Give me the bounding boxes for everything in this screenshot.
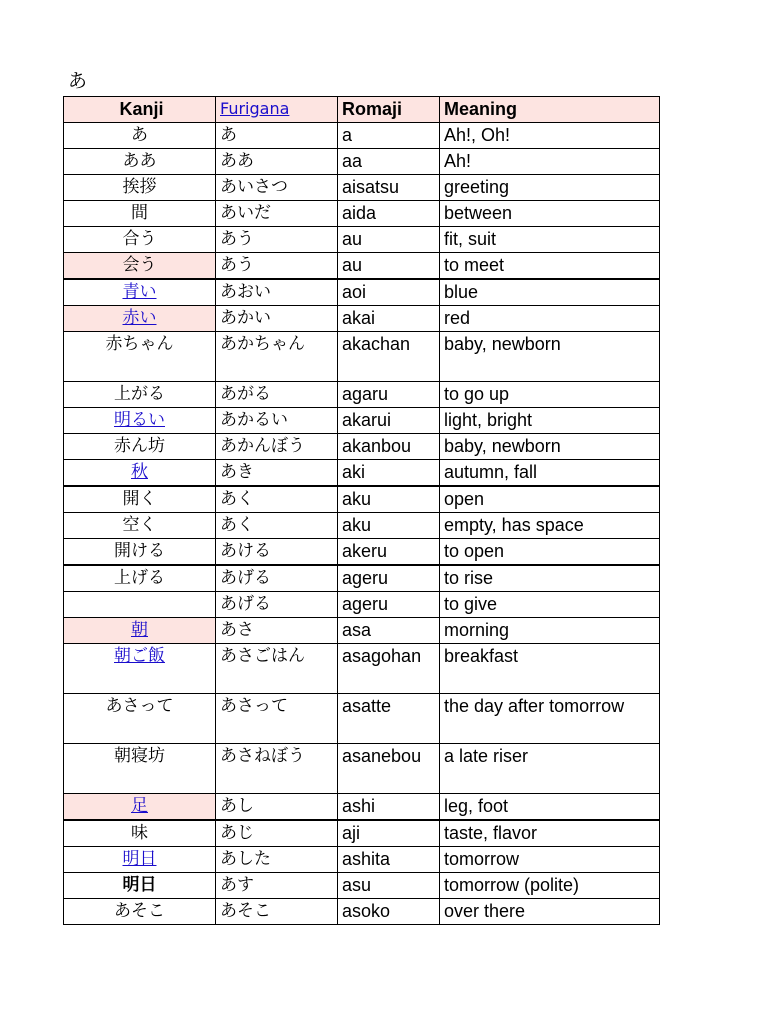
table-row — [64, 408, 660, 434]
meaning-cell: to rise — [440, 565, 660, 592]
romaji-cell: ageru — [338, 565, 440, 592]
kanji-cell: 朝寝坊 — [64, 744, 216, 794]
table-row — [64, 253, 660, 280]
kanji-cell: 挨拶 — [64, 175, 216, 201]
kanji-cell: 上がる — [64, 382, 216, 408]
meaning-cell: to meet — [440, 253, 660, 280]
table-row — [64, 694, 660, 744]
table-row — [64, 460, 660, 487]
furigana-cell: あおい — [216, 279, 338, 306]
meaning-cell: autumn, fall — [440, 460, 660, 487]
table-row — [64, 149, 660, 175]
meaning-cell: morning — [440, 618, 660, 644]
vocabulary-table — [63, 96, 660, 925]
meaning-cell: tomorrow — [440, 847, 660, 873]
kanji-cell: 上げる — [64, 565, 216, 592]
kanji-cell: 明日 — [64, 873, 216, 899]
romaji-cell: aisatsu — [338, 175, 440, 201]
meaning-cell: breakfast — [440, 644, 660, 694]
table-row — [64, 306, 660, 332]
furigana-cell: あげる — [216, 565, 338, 592]
kanji-cell: 合う — [64, 227, 216, 253]
furigana-cell: あく — [216, 486, 338, 513]
table-row — [64, 618, 660, 644]
furigana-cell: あし — [216, 794, 338, 821]
table-row — [64, 434, 660, 460]
meaning-cell: to go up — [440, 382, 660, 408]
kanji-cell: 赤ちゃん — [64, 332, 216, 382]
table-row — [64, 382, 660, 408]
furigana-cell: あそこ — [216, 899, 338, 925]
meaning-cell: a late riser — [440, 744, 660, 794]
meaning-cell: the day after tomorrow — [440, 694, 660, 744]
table-row — [64, 513, 660, 539]
kanji-link-cell[interactable] — [64, 306, 216, 332]
romaji-cell: akeru — [338, 539, 440, 566]
table-row — [64, 175, 660, 201]
romaji-cell: akai — [338, 306, 440, 332]
furigana-cell: あう — [216, 227, 338, 253]
meaning-cell: empty, has space — [440, 513, 660, 539]
romaji-cell: agaru — [338, 382, 440, 408]
kanji-link[interactable]: 秋 — [131, 462, 148, 482]
table-row — [64, 565, 660, 592]
furigana-cell: あいだ — [216, 201, 338, 227]
romaji-cell: akanbou — [338, 434, 440, 460]
romaji-cell: aida — [338, 201, 440, 227]
furigana-cell: あ — [216, 123, 338, 149]
table-row — [64, 201, 660, 227]
romaji-cell: akarui — [338, 408, 440, 434]
meaning-cell: baby, newborn — [440, 434, 660, 460]
meaning-cell: tomorrow (polite) — [440, 873, 660, 899]
meaning-cell: over there — [440, 899, 660, 925]
romaji-cell: asu — [338, 873, 440, 899]
kanji-cell: 開く — [64, 486, 216, 513]
romaji-cell: au — [338, 227, 440, 253]
meaning-cell: open — [440, 486, 660, 513]
kanji-link[interactable]: 赤い — [122, 308, 157, 328]
meaning-cell: red — [440, 306, 660, 332]
table-row — [64, 539, 660, 566]
table-header-row — [64, 97, 660, 123]
kanji-cell: ああ — [64, 149, 216, 175]
romaji-cell: ageru — [338, 592, 440, 618]
kanji-cell: あ — [64, 123, 216, 149]
table-row — [64, 332, 660, 382]
table-row — [64, 820, 660, 847]
kanji-link[interactable]: 朝ご飯 — [114, 646, 165, 666]
furigana-cell: あす — [216, 873, 338, 899]
table-row — [64, 744, 660, 794]
furigana-cell: ああ — [216, 149, 338, 175]
kanji-cell: 味 — [64, 820, 216, 847]
furigana-cell: あじ — [216, 820, 338, 847]
header-furigana[interactable] — [216, 97, 338, 123]
table-row — [64, 847, 660, 873]
table-row — [64, 486, 660, 513]
romaji-cell: aku — [338, 486, 440, 513]
furigana-cell: あさねぼう — [216, 744, 338, 794]
kanji-link[interactable]: 明るい — [114, 410, 165, 430]
table-row — [64, 899, 660, 925]
kanji-cell: あさって — [64, 694, 216, 744]
section-heading: あ — [68, 70, 88, 92]
meaning-cell: between — [440, 201, 660, 227]
furigana-cell: あがる — [216, 382, 338, 408]
romaji-cell: akachan — [338, 332, 440, 382]
furigana-cell: あく — [216, 513, 338, 539]
romaji-cell: a — [338, 123, 440, 149]
furigana-cell: あき — [216, 460, 338, 487]
header-meaning: Meaning — [440, 97, 660, 123]
furigana-link[interactable]: Furigana — [220, 99, 290, 118]
furigana-cell: あさって — [216, 694, 338, 744]
kanji-link-cell[interactable] — [64, 618, 216, 644]
kanji-cell: 会う — [64, 253, 216, 280]
kanji-link-cell[interactable] — [64, 847, 216, 873]
kanji-cell — [64, 592, 216, 618]
meaning-cell: baby, newborn — [440, 332, 660, 382]
meaning-cell: Ah! — [440, 149, 660, 175]
meaning-cell: to give — [440, 592, 660, 618]
furigana-cell: あさごはん — [216, 644, 338, 694]
kanji-link-cell[interactable] — [64, 460, 216, 487]
meaning-cell: light, bright — [440, 408, 660, 434]
furigana-cell: あかちゃん — [216, 332, 338, 382]
romaji-cell: aoi — [338, 279, 440, 306]
table-row — [64, 592, 660, 618]
kanji-cell: 赤ん坊 — [64, 434, 216, 460]
kanji-cell: 間 — [64, 201, 216, 227]
furigana-cell: あげる — [216, 592, 338, 618]
meaning-cell: to open — [440, 539, 660, 566]
meaning-cell: greeting — [440, 175, 660, 201]
furigana-cell: あした — [216, 847, 338, 873]
kanji-link-cell[interactable] — [64, 794, 216, 821]
romaji-cell: ashita — [338, 847, 440, 873]
table-row — [64, 794, 660, 821]
furigana-cell: あける — [216, 539, 338, 566]
kanji-link[interactable]: 明日 — [122, 849, 157, 869]
romaji-cell: asoko — [338, 899, 440, 925]
table-row — [64, 227, 660, 253]
table-row — [64, 644, 660, 694]
kanji-link-cell[interactable] — [64, 279, 216, 306]
kanji-cell: 開ける — [64, 539, 216, 566]
header-kanji: Kanji — [64, 97, 216, 123]
table-row — [64, 123, 660, 149]
meaning-cell: Ah!, Oh! — [440, 123, 660, 149]
romaji-cell: ashi — [338, 794, 440, 821]
kanji-link-cell[interactable] — [64, 408, 216, 434]
romaji-cell: aji — [338, 820, 440, 847]
furigana-cell: あう — [216, 253, 338, 280]
meaning-cell: fit, suit — [440, 227, 660, 253]
romaji-cell: aki — [338, 460, 440, 487]
header-romaji: Romaji — [338, 97, 440, 123]
meaning-cell: blue — [440, 279, 660, 306]
furigana-cell: あかい — [216, 306, 338, 332]
romaji-cell: asa — [338, 618, 440, 644]
kanji-link[interactable]: 足 — [131, 796, 148, 816]
romaji-cell: aku — [338, 513, 440, 539]
furigana-cell: あかんぼう — [216, 434, 338, 460]
kanji-cell: 空く — [64, 513, 216, 539]
romaji-cell: aa — [338, 149, 440, 175]
furigana-cell: あかるい — [216, 408, 338, 434]
kanji-link-cell[interactable] — [64, 644, 216, 694]
kanji-link[interactable]: 朝 — [131, 620, 148, 640]
meaning-cell: taste, flavor — [440, 820, 660, 847]
romaji-cell: au — [338, 253, 440, 280]
table-row — [64, 279, 660, 306]
romaji-cell: asatte — [338, 694, 440, 744]
furigana-cell: あさ — [216, 618, 338, 644]
meaning-cell: leg, foot — [440, 794, 660, 821]
furigana-cell: あいさつ — [216, 175, 338, 201]
romaji-cell: asagohan — [338, 644, 440, 694]
table-row — [64, 873, 660, 899]
kanji-link[interactable]: 青い — [122, 282, 157, 302]
romaji-cell: asanebou — [338, 744, 440, 794]
kanji-cell: あそこ — [64, 899, 216, 925]
